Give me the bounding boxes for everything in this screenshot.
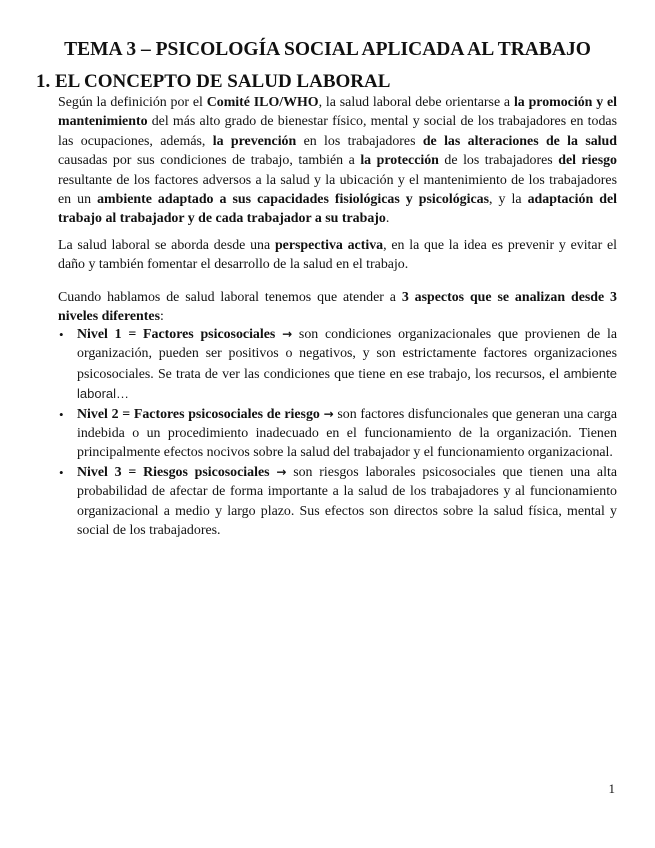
bold-text: Comité ILO/WHO (206, 95, 319, 110)
list-item-level-1 (58, 325, 617, 405)
section-heading: 1. EL CONCEPTO DE SALUD LABORAL (36, 71, 391, 92)
level-label: Nivel 1 = Factores psicosociales (77, 327, 276, 342)
bold-text: ambiente adaptado a sus capacidades fisiológicas y psicológicas (97, 192, 490, 208)
text: resultante de los factores adversos a la salud y la ubicación y el mantenimiento de los trabajadores en un (58, 172, 617, 208)
text: causadas por sus condiciones de trabajo, también a (58, 153, 361, 169)
level-text: son riesgos laborales psicosociales que tienen una alta probabilidad de afectar de forma importante a la salud de los trabajadores y al funcionamiento organizacional a medio y largo plazo. Sus efectos son directos sobre la salud física, mental y social de los trabajadores. (77, 464, 617, 539)
list-item-level-2 (58, 405, 617, 463)
bullet-icon: • (59, 464, 64, 480)
text: Cuando hablamos de salud laboral tenemos que atender a (58, 290, 402, 305)
bold-text: la protección (360, 153, 439, 169)
text: Según la definición por el (58, 95, 207, 110)
arrow-right-icon: → (282, 327, 293, 341)
text: del más alto grado de bienestar físico, mental y social de los trabajadores en todas las ocupaciones, además, (58, 114, 617, 149)
levels-list (58, 325, 617, 540)
text: , y la (489, 192, 528, 208)
bold-text: 3 aspectos que se analizan desde 3 niveles diferentes (58, 290, 617, 325)
text: : (159, 309, 164, 325)
bullet-icon: • (59, 406, 64, 422)
bold-text: perspectiva activa (274, 238, 384, 253)
arrow-right-icon: → (276, 464, 287, 479)
list-item-level-3 (58, 463, 617, 541)
paragraph-levels-intro (58, 288, 617, 327)
bold-text: adaptación del trabajo al trabajador y de cada trabajador a su trabajo (58, 192, 617, 227)
paragraph-definition (58, 93, 617, 229)
text: . (385, 211, 390, 227)
bold-text: la prevención (212, 133, 297, 149)
document-title: TEMA 3 – PSICOLOGÍA SOCIAL APLICADA AL TRABAJO (64, 39, 591, 60)
bullet-icon: • (59, 327, 64, 342)
text: , la salud laboral debe orientarse a (318, 95, 514, 110)
paragraph-perspective (58, 236, 617, 275)
text: , en la que la idea es prevenir y evitar el daño y también fomentar el desarrollo de la salud en el trabajo. (58, 238, 617, 273)
bold-text: de las alteraciones de la salud (422, 133, 617, 149)
bold-text: la promoción y el mantenimiento (58, 95, 617, 130)
level-text: son factores disfuncionales que generan una carga indebida o un procedimiento inadecuado en el funcionamiento de la organización. Tienen principalmente efectos nocivos sobre la salud del trabajador y el funcionamiento organizacional. (77, 406, 617, 461)
page-number: 1 (608, 781, 615, 796)
text: de los trabajadores (438, 153, 559, 169)
bold-text: del riesgo (558, 153, 617, 169)
level-text-tail: ambiente laboral… (77, 365, 617, 402)
level-label: Nivel 3 = Riesgos psicosociales (77, 464, 270, 480)
level-text: son condiciones organizacionales que provienen de la organización, pueden ser positivos o negativos, y son estrictamente factores organizaciones psicosociales. Se trata de ver las condiciones que tiene en ese trabajo, los recursos, el (77, 327, 617, 382)
arrow-right-icon: → (323, 406, 334, 421)
text: en los trabajadores (296, 133, 423, 149)
level-label: Nivel 2 = Factores psicosociales de riesgo (77, 406, 320, 422)
text: La salud laboral se aborda desde una (58, 238, 275, 253)
